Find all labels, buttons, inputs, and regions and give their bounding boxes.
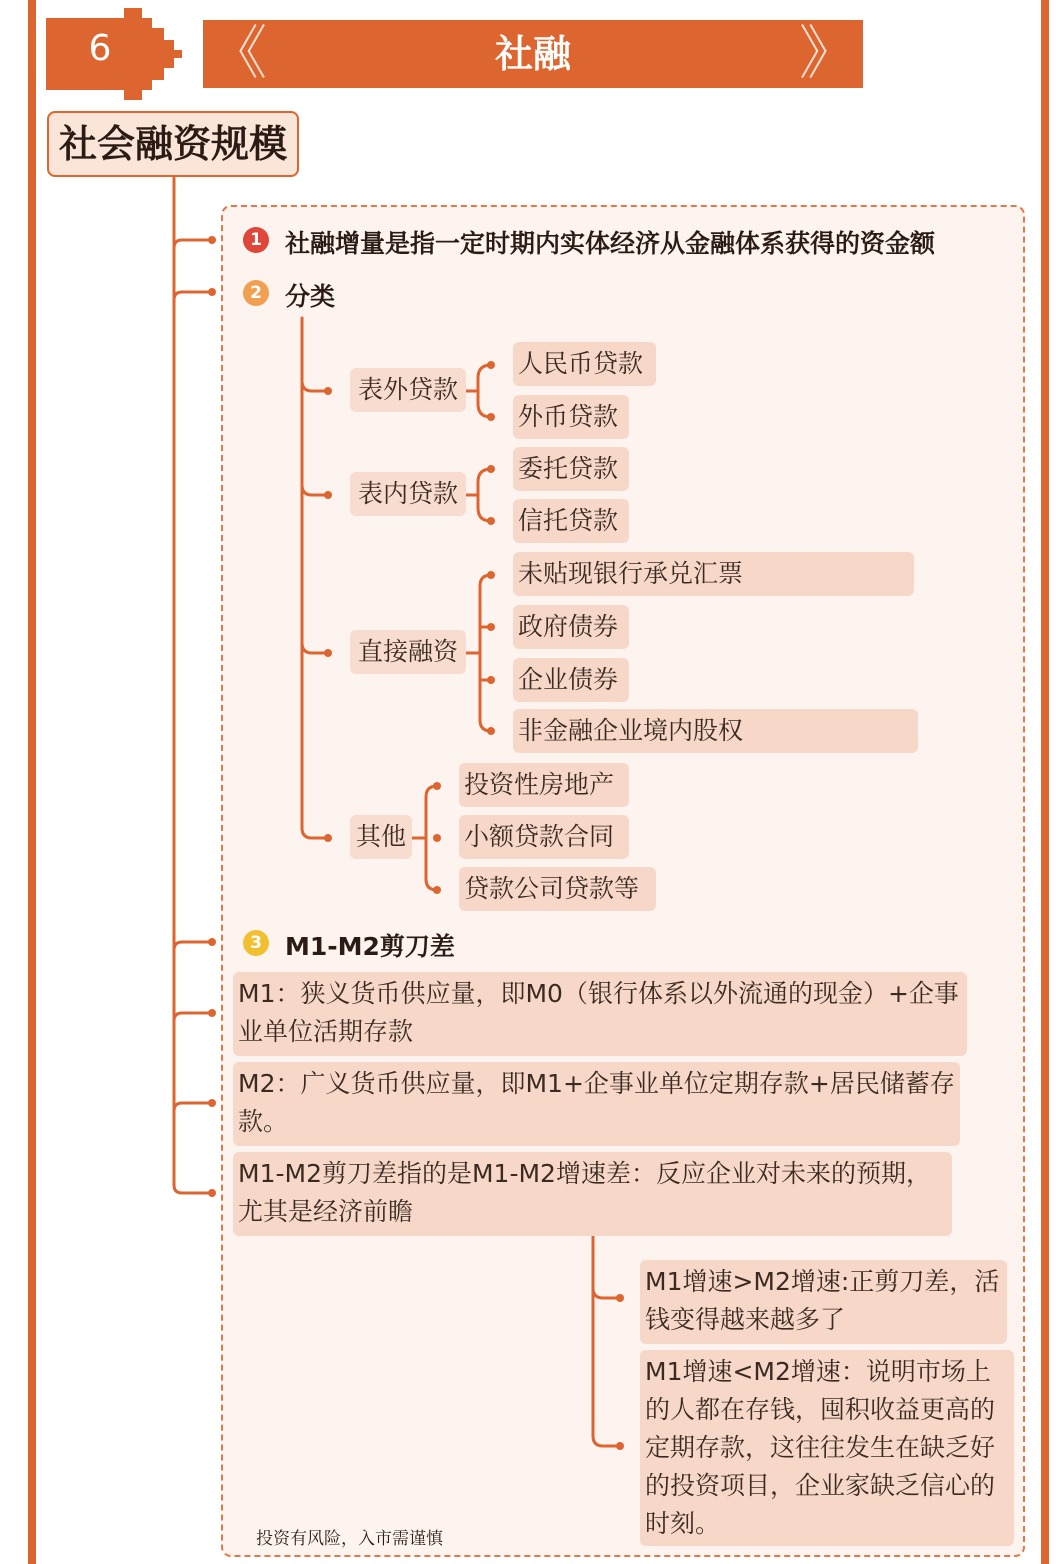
note-m2-definition: M2：广义货币供应量，即M1+企事业单位定期存款+居民储蓄存款。 xyxy=(233,1062,960,1146)
leaf-loan-company-loans: 贷款公司贷款等 xyxy=(459,867,656,911)
section-3-text: M1-M2剪刀差 xyxy=(285,932,455,961)
leaf-entrusted-loans: 委托贷款 xyxy=(513,447,629,491)
leaf-foreign-loans: 外币贷款 xyxy=(513,395,629,439)
risk-disclaimer: 投资有风险，入市需谨慎 xyxy=(256,1529,443,1549)
note-m1-definition: M1：狭义货币供应量，即M0（银行体系以外流通的现金）+企事业单位活期存款 xyxy=(233,972,967,1056)
category-direct-financing: 直接融资 xyxy=(350,630,466,674)
right-bracket-deco: 》 xyxy=(798,19,857,87)
page-title: 社融 xyxy=(494,32,571,76)
badge-1-icon: 1 xyxy=(243,227,269,253)
leaf-investment-property: 投资性房地产 xyxy=(459,763,629,807)
root-topic: 社会融资规模 xyxy=(47,111,299,177)
category-offbalance-loans: 表外贷款 xyxy=(350,368,466,412)
note-negative-scissors: M1增速<M2增速：说明市场上的人都在存钱，囤积收益更高的定期存款，这往往发生在缺乏好的投资项目，企业家缺乏信心的时刻。 xyxy=(640,1350,1014,1546)
category-other: 其他 xyxy=(350,815,412,859)
leaf-trust-loans: 信托贷款 xyxy=(513,499,629,543)
leaf-government-bonds: 政府债券 xyxy=(513,605,629,649)
badge-2-icon: 2 xyxy=(243,280,269,306)
leaf-undiscounted-acceptance: 未贴现银行承兑汇票 xyxy=(513,552,914,596)
section-number: 6 xyxy=(88,28,112,69)
leaf-rmb-loans: 人民币贷款 xyxy=(513,342,656,386)
badge-3-icon: 3 xyxy=(243,930,269,956)
section-1-text: 社融增量是指一定时期内实体经济从金融体系获得的资金额 xyxy=(285,229,936,258)
category-onbalance-loans: 表内贷款 xyxy=(350,472,466,516)
leaf-domestic-equity: 非金融企业境内股权 xyxy=(513,709,918,753)
note-scissors-definition: M1-M2剪刀差指的是M1-M2增速差：反应企业对未来的预期，尤其是经济前瞻 xyxy=(233,1152,952,1236)
note-positive-scissors: M1增速>M2增速:正剪刀差，活钱变得越来越多了 xyxy=(640,1260,1007,1344)
left-bracket-deco: 《 xyxy=(209,19,268,87)
section-2-text: 分类 xyxy=(285,282,336,311)
leaf-corporate-bonds: 企业债券 xyxy=(513,658,629,702)
leaf-microloan-contracts: 小额贷款合同 xyxy=(459,815,629,859)
